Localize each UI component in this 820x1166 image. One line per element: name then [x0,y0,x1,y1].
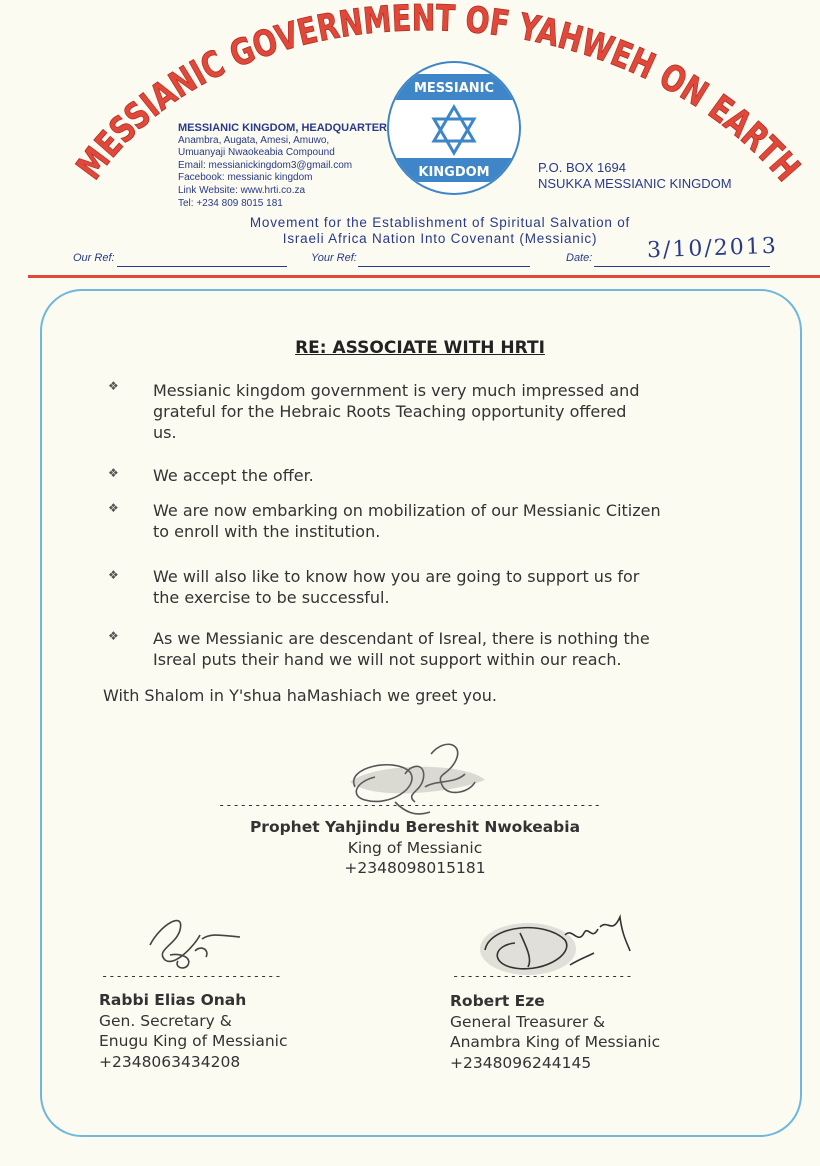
right-signatory-phone: +2348096244145 [450,1053,592,1072]
bullet-icon: ❖ [108,379,119,393]
po-box-line: P.O. BOX 1694 [538,160,626,175]
left-signatory-title: Gen. Secretary & [99,1011,232,1030]
left-signatory-title: Enugu King of Messianic [99,1032,288,1050]
facebook-text: Facebook: messianic kingdom [178,172,313,184]
movement-line-2: Israeli Africa Nation Into Covenant (Messianic) [282,231,598,246]
letterhead-divider [28,275,820,278]
your-ref-line [358,266,530,267]
website-text: Link Website: www.hrti.co.za [178,184,306,196]
right-signatory-name: Robert Eze [450,992,545,1010]
letter-subject [0,338,820,358]
point-line: to enroll with the institution. [153,522,381,541]
address-line: Umuanyaji Nwaokeabia Compound [178,147,335,159]
logo-bottom-text: KINGDOM [418,165,490,180]
point-line: Messianic kingdom government is very much impressed and [153,381,640,400]
right-signatory-title: General Treasurer & [450,1012,606,1031]
main-signatory-title: King of Messianic [347,838,483,857]
telephone-text: Tel: +234 809 8015 181 [178,197,283,209]
your-ref-label: Your Ref: [311,252,357,264]
date-line [594,266,770,267]
point-line: us. [153,423,177,442]
main-signatory-phone: +2348098015181 [344,859,486,877]
letter-point-4 [153,566,743,608]
right-signatory-title: Anambra King of Messianic [450,1033,661,1051]
bullet-icon: ❖ [108,568,119,582]
right-signatory-block [450,991,740,1073]
main-signature-line: ----------------------------------------------------- [218,798,601,812]
headquarter-contact-block [178,122,387,210]
bullet-icon: ❖ [108,501,119,515]
letter-point-1 [153,380,743,443]
main-signatory-block [200,817,630,879]
our-ref-label: Our Ref: [73,252,115,264]
handwritten-date: 3/10/2013 [646,233,779,264]
left-signatory-phone: +2348063434208 [99,1052,241,1071]
messianic-kingdom-logo [380,60,528,196]
point-line: We accept the offer. [153,466,314,485]
logo-top-text: MESSIANIC [413,81,495,96]
bullet-icon: ❖ [108,466,119,480]
po-box-city: NSUKKA MESSIANIC KINGDOM [538,176,732,191]
right-signature-line: ------------------------- [452,969,633,983]
email-text: Email: messianickingdom3@gmail.com [178,159,353,171]
point-line: grateful for the Hebraic Roots Teaching opportunity offered [153,402,627,421]
po-box-block [538,160,732,192]
letter-point-3 [153,500,743,542]
address-line: Anambra, Augata, Amesi, Amuwo, [178,134,330,146]
left-signatory-block [99,990,379,1072]
point-line: As we Messianic are descendant of Isreal, there is nothing the [153,629,650,648]
letter-point-2 [153,465,743,486]
left-signature-line: ------------------------- [101,969,282,983]
point-line: We are now embarking on mobilization of our Messianic Citizen [153,501,661,520]
point-line: We will also like to know how you are going to support us for [153,567,640,586]
letter-point-5 [153,628,743,670]
left-signatory-name: Rabbi Elias Onah [99,991,247,1009]
main-signatory-name: Prophet Yahjindu Bereshit Nwokeabia [249,818,581,836]
headquarter-title: MESSIANIC KINGDOM, HEADQUARTER [178,122,388,134]
left-signature-image [140,905,250,975]
bullet-icon: ❖ [108,629,119,643]
subject-text: RE: ASSOCIATE WITH HRTI [295,338,545,358]
movement-line-1: Movement for the Establishment of Spiritual Salvation of [249,215,631,230]
point-line: the exercise to be successful. [153,588,390,607]
date-label: Date: [566,252,593,264]
closing-greeting: With Shalom in Y'shua haMashiach we greet you. [103,686,498,705]
point-line: Isreal puts their hand we will not support within our reach. [153,650,622,669]
svg-text:MESSIANIC GOVERNMENT OF YAHWEH: MESSIANIC GOVERNMENT OF YAHWEH ON EARTH [69,0,812,195]
our-ref-line [117,266,287,267]
